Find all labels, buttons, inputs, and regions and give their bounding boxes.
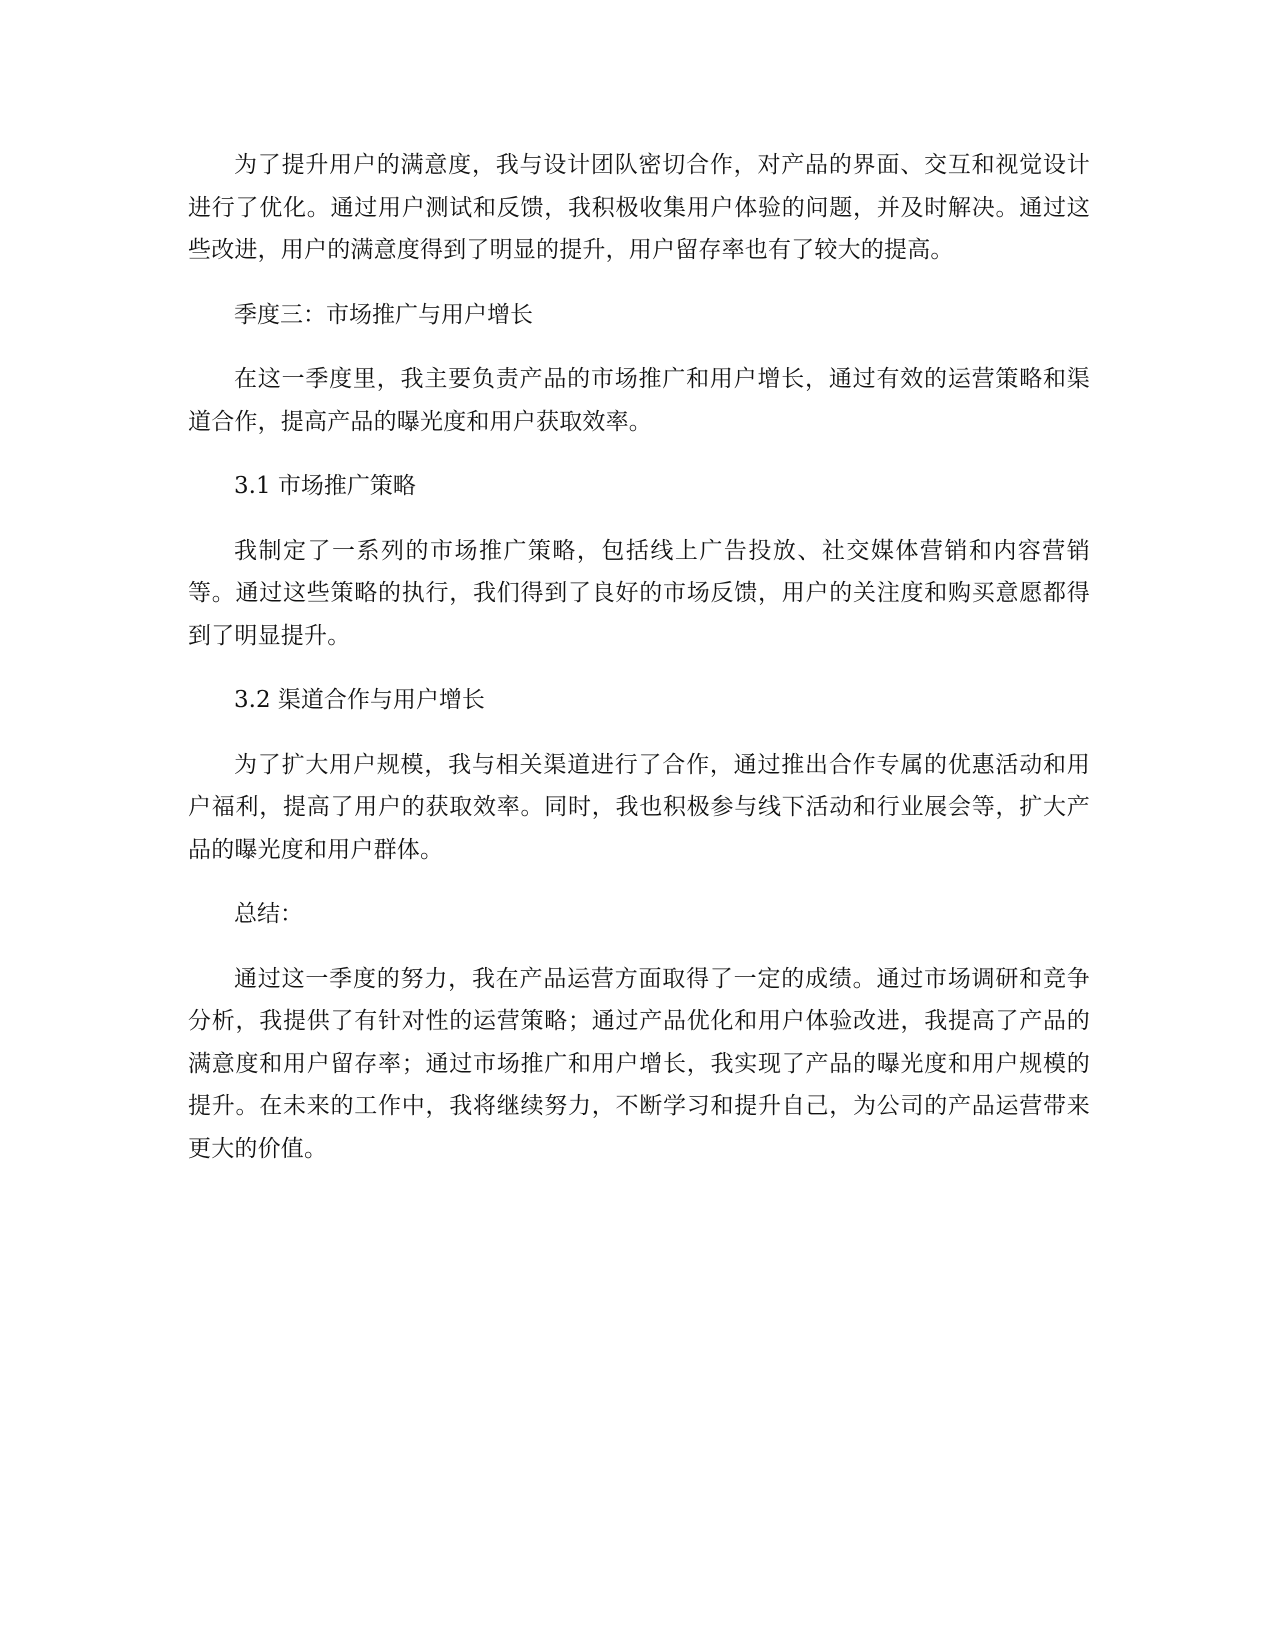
- document-page: [188, 144, 1090, 1192]
- subsection-heading-3-2: 3.2 渠道合作与用户增长: [234, 687, 485, 713]
- paragraph-quarter-three-intro: 在这一季度里，我主要负责产品的市场推广和用户增长，通过有效的运营策略和渠道合作，提高产品的曝光度和用户获取效率。: [188, 366, 1090, 435]
- paragraph-satisfaction: 为了提升用户的满意度，我与设计团队密切合作，对产品的界面、交互和视觉设计进行了优化。通过用户测试和反馈，我积极收集用户体验的问题，并及时解决。通过这些改进，用户的满意度得到了明显的提升，用户留存率也有了较大的提高。: [188, 152, 1090, 263]
- section-heading-quarter-three: 季度三：市场推广与用户增长: [234, 301, 533, 328]
- paragraph-channel-cooperation: 为了扩大用户规模，我与相关渠道进行了合作，通过推出合作专属的优惠活动和用户福利，提高了用户的获取效率。同时，我也积极参与线下活动和行业展会等，扩大产品的曝光度和用户群体。: [188, 751, 1090, 863]
- paragraph-summary: 通过这一季度的努力，我在产品运营方面取得了一定的成绩。通过市场调研和竞争分析，我提供了有针对性的运营策略；通过产品优化和用户体验改进，我提高了产品的满意度和用户留存率；通过市场推广和用户增长，我实现了产品的曝光度和用户规模的提升。在未来的工作中，我将继续努力，不断学习和提升自己，为公司的产品运营带来更大的价值。: [188, 965, 1090, 1162]
- subsection-heading-3-1: 3.1 市场推广策略: [234, 473, 416, 499]
- summary-heading: 总结：: [234, 901, 303, 927]
- paragraph-marketing-strategy: 我制定了一系列的市场推广策略，包括线上广告投放、社交媒体营销和内容营销等。通过这些策略的执行，我们得到了良好的市场反馈，用户的关注度和购买意愿都得到了明显提升。: [188, 537, 1090, 649]
